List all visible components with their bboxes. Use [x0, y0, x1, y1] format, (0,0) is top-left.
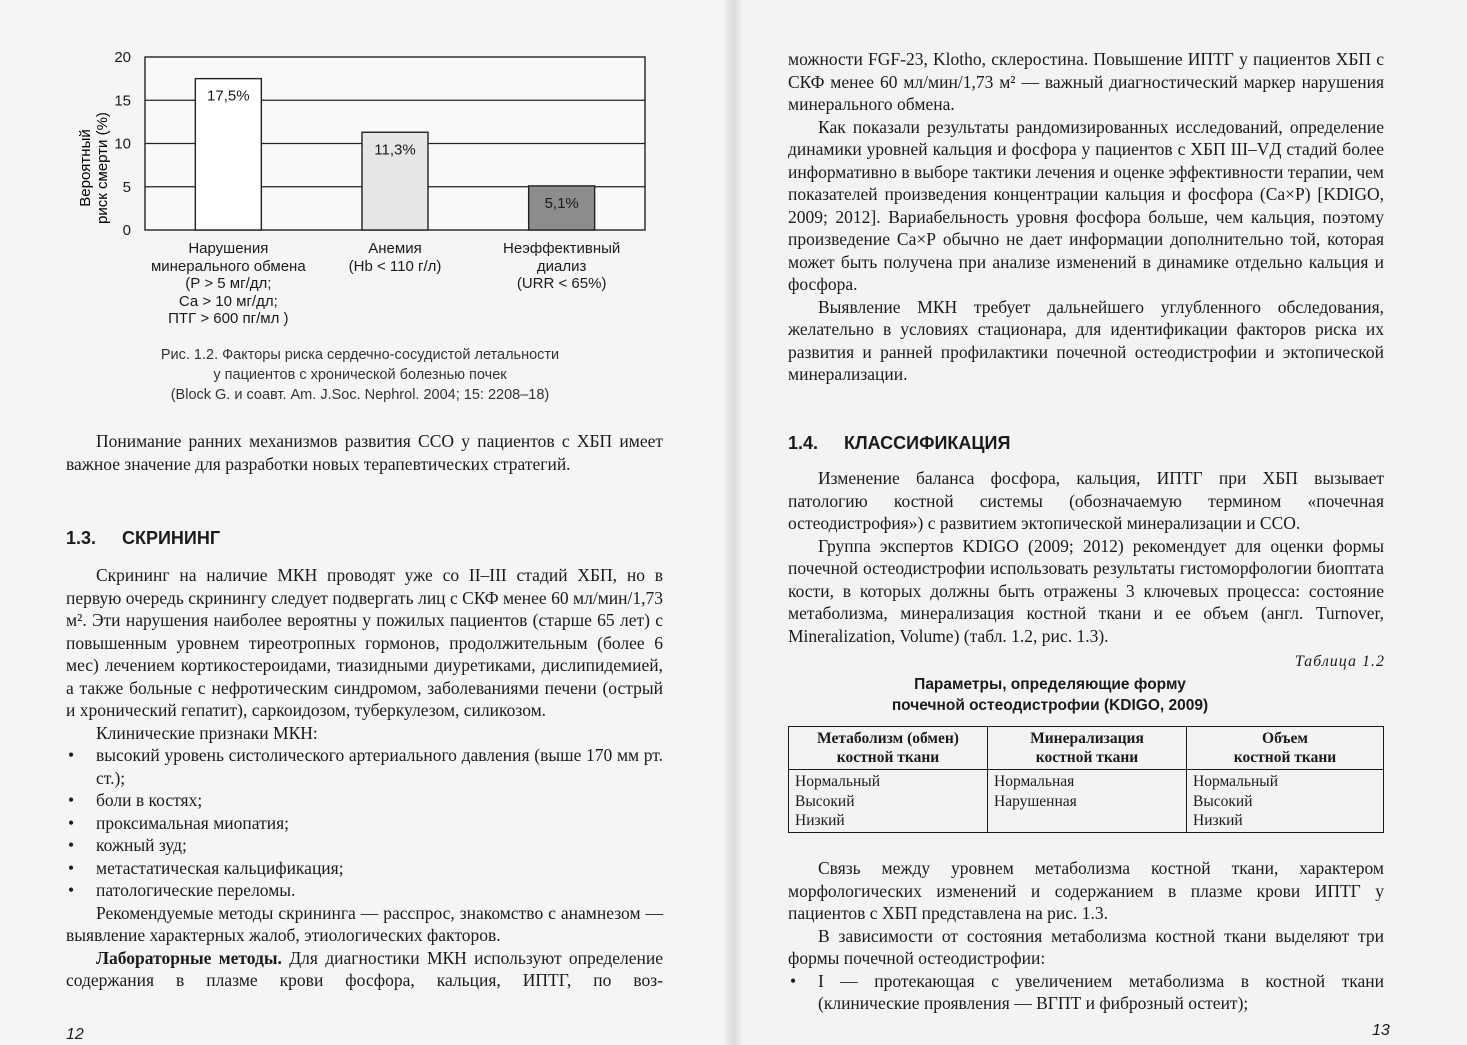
- header-line: Метаболизм (обмен): [817, 730, 959, 747]
- y-tick-label: 20: [114, 49, 131, 66]
- y-tick-label: 5: [122, 178, 131, 196]
- y-tick-label: 15: [114, 92, 131, 110]
- paragraph: Как показали результаты рандомизированных исследований, определение динамики уровней кальция и фосфора у пациентов с ХБП III–VД стадий более информативно в выборе тактики лечения и оценке эффективности терапии, чем показателей произведения концентрации кальция и фосфора (Са×Р) [KDIGO, 2009; 2012]. Вариабельность уровня фосфора больше, чем кальция, поэтому произведение Са×Р обычно не дает информации дополнительно той, которая может быть получена при анализе изменений в динамике отдельно кальция и фосфора.: [788, 116, 1384, 294]
- table-title-line: почечной остеодистрофии (KDIGO, 2009): [891, 697, 1209, 714]
- paragraph: Выявление МКН требует дальнейшего углубленного обследования, желательно в условиях стационара, для идентификации факторов риска их развития и ранней профилактики почечной остеодистрофии и эктопической минерализации.: [788, 296, 1384, 384]
- header-line: Объем: [1262, 730, 1308, 747]
- table-cell: [988, 770, 1187, 833]
- bar-data-label: 17,5%: [207, 87, 250, 105]
- y-axis-title-line1: Вероятный: [77, 129, 94, 207]
- section-title: СКРИНИНГ: [122, 528, 221, 548]
- table-header-cell: [789, 727, 988, 770]
- page-number-left: 12: [66, 1026, 84, 1043]
- signs-intro: Клинические признаки МКН:: [96, 722, 318, 743]
- table-row: [789, 770, 1384, 833]
- header-line: костной ткани: [1035, 749, 1139, 766]
- caption-line: (Block G. и соавт. Am. J.Soc. Nephrol. 2004; 15: 2208–18): [170, 387, 550, 403]
- section-heading-screening: [66, 528, 220, 549]
- x-category-line: Неэффективный: [503, 240, 621, 257]
- table-cell: [789, 770, 988, 833]
- list-item: • метастатическая кальцификация;: [66, 857, 663, 880]
- list-item: • патологические переломы.: [66, 879, 663, 902]
- table-title: [870, 674, 1230, 716]
- list-item: • проксимальная миопатия;: [66, 812, 663, 835]
- paragraph-lab-methods: [66, 947, 663, 992]
- paragraph: Скрининг на наличие МКН проводят уже со II–III стадий ХБП, но в первую очередь скринингу следует подвергать лиц с СКФ менее 60 мл/мин/1,73 м². Эти нарушения наиболее вероятны у пожилых пациентов (старше 65 лет) с повышенным уровнем тиреотропных гормонов, продолжительным (более 6 мес) лечением кортикостероидами, тиазидными диуретиками, дислипидемией, а также больные с нефротическим синдромом, заболеваниями печени (острый и хронический гепатит), саркоидозом, туберкулезом, силикозом.: [66, 565, 663, 720]
- cell-value: Нормальный: [1193, 773, 1278, 790]
- caption-line: Рис. 1.2. Факторы риска сердечно-сосудистой летальности: [160, 347, 560, 363]
- cell-value: Нормальная: [994, 773, 1075, 790]
- table-cell: [1187, 770, 1384, 833]
- classification-body: [788, 467, 1384, 647]
- section-number: 1.4.: [788, 433, 819, 453]
- page-number-right: 13: [1372, 1022, 1390, 1039]
- screening-body: [66, 564, 663, 992]
- y-axis-title-line2: риск смерти (%): [94, 112, 111, 224]
- figure-caption: [140, 345, 580, 405]
- paragraph: Группа экспертов KDIGO (2009; 2012) рекомендует для оценки формы почечной остеодистрофии использовать результаты гистоморфологии биоптата кости, в которых должны быть отражены 3 ключевых процесса: состояние метаболизма, минерализация костной ткани и ее объем (англ. Turnover, Mineralization, Volume) (табл. 1.2, рис. 1.3).: [788, 535, 1384, 646]
- x-category-label: [462, 240, 662, 293]
- list-item: • боли в костях;: [66, 789, 663, 812]
- x-category-line: Анемия: [368, 240, 422, 257]
- cell-value: Высокий: [795, 792, 855, 810]
- y-tick-label: 10: [114, 135, 131, 153]
- x-category-line: (URR < 65%): [516, 275, 607, 292]
- caption-line: у пациентов с хронической болезнью почек: [213, 367, 507, 383]
- paragraph: Понимание ранних механизмов развития ССО у пациентов с ХБП имеет важное значение для разработки новых терапевтических стратегий.: [66, 431, 663, 474]
- list-item: • I — протекающая с увеличением метаболизма в костной ткани (клинические проявления — ВГПТ и фиброзный остеит);: [788, 970, 1384, 1015]
- paragraph: можности FGF-23, Klotho, склеростина. Повышение ИПТГ у пациентов ХБП с СКФ менее 60 мл/мин/1,73 м² — важный диагностический маркер нарушения минерального обмена.: [788, 49, 1384, 114]
- signs-list: [66, 744, 663, 902]
- paragraph: Изменение баланса фосфора, кальция, ИПТГ при ХБП вызывает патологию костной системы (обозначаемую термином «почечная остеодистрофия») с развитием эктопической минерализации и ССО.: [788, 468, 1384, 533]
- table-label: Таблица 1.2: [1294, 653, 1385, 670]
- header-line: Минерализация: [1030, 730, 1144, 747]
- bar-data-label: 5,1%: [544, 194, 579, 212]
- forms-list: [788, 970, 1384, 1015]
- header-line: костной ткани: [836, 749, 940, 766]
- x-category-line: ПТГ > 600 пг/мл ): [168, 310, 289, 327]
- right-bottom-body: [788, 857, 1384, 1015]
- cell-value: Низкий: [1193, 812, 1243, 829]
- cell-value: Нормальный: [795, 773, 880, 790]
- header-line: костной ткани: [1233, 749, 1337, 766]
- x-category-line: Нарушения: [188, 240, 269, 257]
- x-category-line: минерального обмена: [150, 257, 306, 275]
- right-top-body: [788, 48, 1384, 386]
- section-number: 1.3.: [66, 528, 97, 548]
- paragraph: Связь между уровнем метаболизма костной ткани, характером морфологических изменений и содержанием в плазме крови ИПТГ у пациентов с ХБП представлена на рис. 1.3.: [788, 858, 1384, 923]
- table-header-row: [789, 727, 1384, 770]
- intro-paragraph: [66, 430, 663, 475]
- paragraph: Рекомендуемые методы скрининга — расспрос, знакомство с анамнезом — выявление характерных жалоб, этиологических факторов.: [66, 902, 663, 945]
- book-gutter: [722, 0, 744, 1045]
- x-category-line: (Р > 5 мг/дл;: [185, 275, 272, 292]
- x-category-line: диализ: [536, 257, 587, 275]
- list-item: • высокий уровень систолического артериального давления (выше 170 мм рт. ст.);: [66, 744, 663, 789]
- cell-value: Нарушенная: [994, 792, 1077, 810]
- cell-value: Низкий: [795, 812, 845, 829]
- x-category-line: Са > 10 мг/дл;: [178, 292, 278, 310]
- paragraph: В зависимости от состояния метаболизма костной ткани выделяют три формы почечной остеодистрофии:: [788, 925, 1384, 968]
- osteodystrophy-table: [788, 726, 1384, 833]
- section-heading-classification: [788, 433, 1010, 454]
- y-tick-label: 0: [122, 222, 131, 239]
- table-title-line: Параметры, определяющие форму: [914, 676, 1186, 693]
- table-header-cell: [1187, 727, 1384, 770]
- table-header-cell: [988, 727, 1187, 770]
- list-item: • кожный зуд;: [66, 834, 663, 857]
- bar-data-label: 11,3%: [374, 141, 416, 159]
- paragraph-text: Для диагностики МКН используют определение содержания в плазме крови фосфора, кальция, ИПТГ, по воз-: [66, 947, 663, 990]
- bold-lead: Лабораторные методы.: [96, 947, 282, 968]
- section-title: КЛАССИФИКАЦИЯ: [844, 433, 1011, 453]
- x-category-line: (Hb < 110 г/л): [348, 257, 442, 275]
- cell-value: Высокий: [1193, 792, 1253, 810]
